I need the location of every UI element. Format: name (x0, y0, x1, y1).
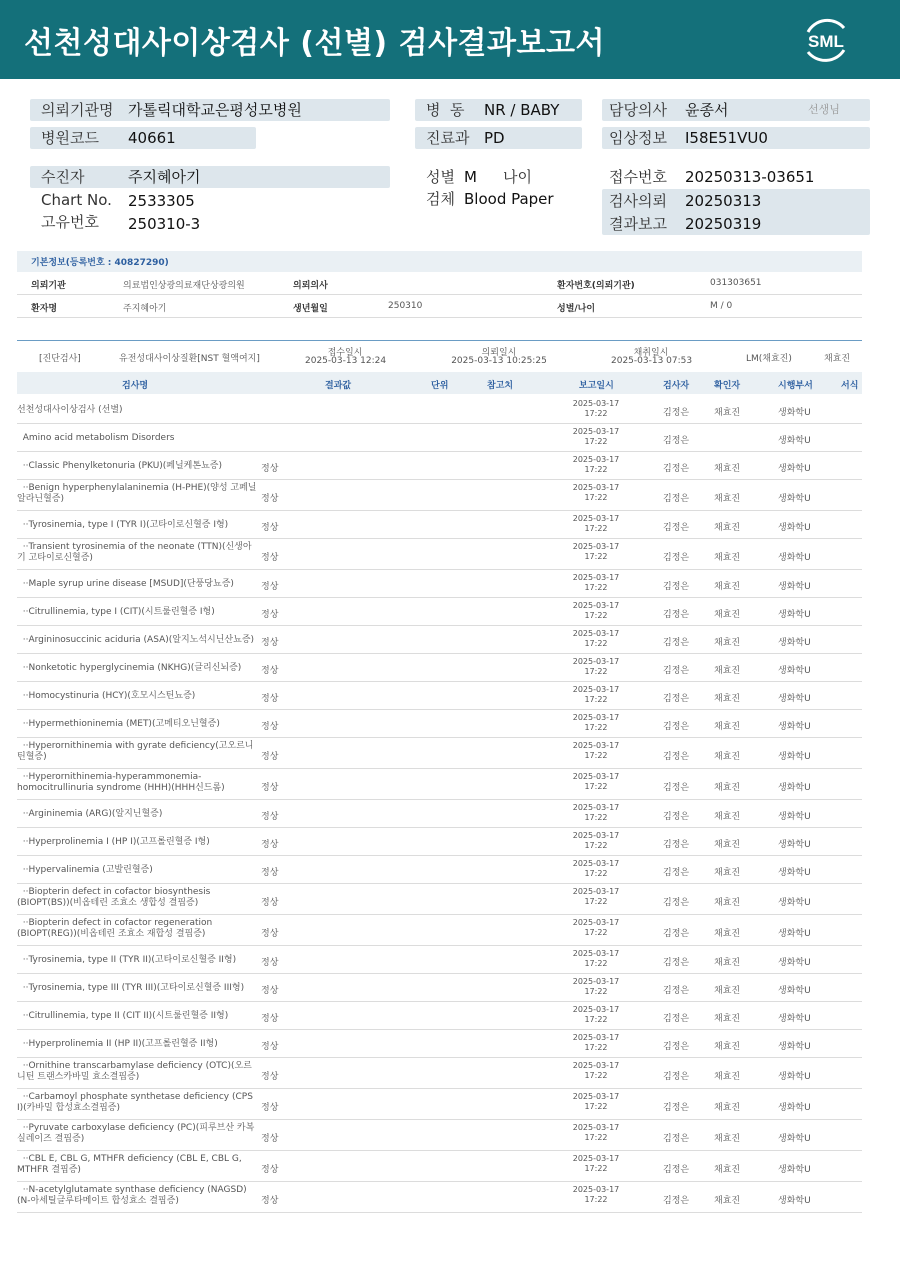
tester-name: 김정은 (663, 1165, 690, 1175)
tester-name: 김정은 (663, 812, 690, 822)
table-row (17, 480, 862, 511)
report-date: 2025-03-17 (572, 949, 620, 958)
report-time: 17:22 (584, 1133, 608, 1142)
test-result: 정상 (261, 464, 279, 474)
tester-name: 김정은 (663, 898, 690, 908)
report-date: 2025-03-17 (572, 713, 620, 722)
report-date: 2025-03-17 (572, 685, 620, 694)
confirmer-name: 채효진 (714, 1165, 741, 1175)
report-time: 17:22 (584, 409, 608, 418)
test-result: 정상 (261, 1103, 279, 1113)
department: 생화학U (778, 638, 811, 648)
dept-label: 진료과 (426, 129, 470, 147)
basic-info-row-2 (17, 295, 862, 318)
report-time: 17:22 (584, 639, 608, 648)
test-result: 정상 (261, 958, 279, 968)
results-table-body (17, 396, 862, 1213)
test-result: 정상 (261, 582, 279, 592)
report-date: 2025-03-17 (572, 483, 620, 492)
unique-no-value: 250310-3 (128, 215, 201, 233)
department: 생화학U (778, 929, 811, 939)
tester-name: 김정은 (663, 523, 690, 533)
test-name: ··Hyperornithinemia-hyperammonemia-homocitrullinuria syndrome (HHH)(HHH신드롬) (17, 772, 225, 793)
request-label: 검사의뢰 (609, 192, 667, 210)
table-row (17, 884, 862, 915)
tester-name: 김정은 (663, 722, 690, 732)
report-date: 2025-03-17 (572, 399, 620, 408)
test-result: 정상 (261, 1072, 279, 1082)
table-row (17, 856, 862, 884)
report-date: 2025-03-17 (572, 803, 620, 812)
specimen-value: Blood Paper (464, 190, 554, 208)
table-row (17, 1151, 862, 1182)
tester-name: 김정은 (663, 408, 690, 418)
report-time: 17:22 (584, 959, 608, 968)
requested-value: 2025-03-13 10:25:25 (451, 356, 547, 366)
sex-value: M (464, 168, 477, 186)
col-place: 시행부서 (778, 381, 813, 391)
table-row (17, 424, 862, 452)
report-date: 2025-03-17 (572, 741, 620, 750)
test-name: ··Citrullinemia, type I (CIT)(시트룰린혈증 I형) (17, 607, 215, 617)
table-row (17, 1002, 862, 1030)
report-date: 2025-03-17 (572, 514, 620, 523)
info-key: 환자명 (31, 304, 58, 314)
confirmer-name: 채효진 (714, 783, 741, 793)
department: 생화학U (778, 868, 811, 878)
report-time: 17:22 (584, 723, 608, 732)
department: 생화학U (778, 1072, 811, 1082)
test-name: ··Argininemia (ARG)(알지닌혈증) (17, 809, 163, 819)
confirmer-name: 채효진 (714, 523, 741, 533)
report-time: 17:22 (584, 1164, 608, 1173)
department: 생화학U (778, 1014, 811, 1024)
info-key: 성별/나이 (557, 304, 596, 314)
tester-name: 김정은 (663, 1042, 690, 1052)
confirmer-name: 채효진 (714, 752, 741, 762)
tester-name: 김정은 (663, 638, 690, 648)
tester-name: 김정은 (663, 553, 690, 563)
test-name: ··Pyruvate carboxylase deficiency (PC)(피루브산 카복실레이즈 결핍증) (17, 1123, 255, 1144)
department: 생화학U (778, 582, 811, 592)
hospital-code-label: 병원코드 (41, 129, 99, 147)
test-result: 정상 (261, 638, 279, 648)
test-result: 정상 (261, 666, 279, 676)
table-row (17, 1058, 862, 1089)
confirmer-name: 채효진 (714, 1014, 741, 1024)
info-value: 주지혜아기 (123, 304, 167, 314)
doctor-label: 담당의사 (609, 101, 667, 119)
report-date: 2025-03-17 (572, 1061, 620, 1070)
tester-name: 김정은 (663, 958, 690, 968)
department: 생화학U (778, 408, 811, 418)
report-date: 2025-03-17 (572, 657, 620, 666)
confirmer-name: 채효진 (714, 638, 741, 648)
basic-info-title-text: 기본정보(등록번호 : 40827290) (31, 258, 169, 268)
table-row (17, 710, 862, 738)
confirmer-name: 채효진 (714, 408, 741, 418)
test-name: ··Tyrosinemia, type II (TYR II)(고타이로신혈증 II형) (17, 955, 237, 965)
test-result: 정상 (261, 722, 279, 732)
confirmer-name: 채효진 (714, 812, 741, 822)
test-name: ··Benign hyperphenylalaninemia (H-PHE)(양성 고페닐알라닌혈증) (17, 483, 257, 504)
info-value: M / 0 (710, 301, 733, 311)
table-row (17, 828, 862, 856)
test-name: ··CBL E, CBL G, MTHFR deficiency (CBL E, CBL G, MTHFR 결핍증) (17, 1154, 245, 1175)
report-date: 2025-03-17 (572, 1033, 620, 1042)
col-unit: 단위 (431, 381, 449, 391)
sml-logo (798, 12, 854, 68)
test-name: ··Hyperprolinemia II (HP II)(고프롤린혈증 II형) (17, 1039, 218, 1049)
report-date: 2025-03-17 (572, 859, 620, 868)
report-time: 17:22 (584, 897, 608, 906)
report-time: 17:22 (584, 493, 608, 502)
department: 생화학U (778, 553, 811, 563)
tester-name: 김정은 (663, 752, 690, 762)
table-row (17, 738, 862, 769)
ward-value: NR / BABY (484, 101, 560, 119)
report-date: 2025-03-17 (572, 427, 620, 436)
age-label: 나이 (503, 168, 532, 186)
test-result: 정상 (261, 1014, 279, 1024)
report-time: 17:22 (584, 869, 608, 878)
test-result: 정상 (261, 812, 279, 822)
tester-name: 김정은 (663, 666, 690, 676)
report-time: 17:22 (584, 1102, 608, 1111)
report-time: 17:22 (584, 1195, 608, 1204)
test-name: ··Tyrosinemia, type III (TYR III)(고타이로신혈증 III형) (17, 983, 245, 993)
test-result: 정상 (261, 694, 279, 704)
table-row (17, 570, 862, 598)
institution-value: 가톨릭대학교은평성모병원 (128, 101, 302, 119)
col-format: 서식 (841, 381, 859, 391)
received-label: 접수일시 (327, 348, 363, 358)
report-date: 2025-03-17 (572, 772, 620, 781)
test-name: ··Nonketotic hyperglycinemia (NKHG)(글리신뇌증) (17, 663, 242, 673)
test-name: ··N-acetylglutamate synthase deficiency (NAGSD)(N-아세틸글루타메이트 합성효소 결핍증) (17, 1185, 247, 1206)
test-result: 정상 (261, 783, 279, 793)
report-time: 17:22 (584, 437, 608, 446)
test-name: ··Hypermethioninemia (MET)(고메티오닌혈증) (17, 719, 220, 729)
clinical-value: I58E51VU0 (685, 129, 768, 147)
confirmer-name: 채효진 (714, 958, 741, 968)
confirmer-name: 채효진 (714, 582, 741, 592)
report-time: 17:22 (584, 667, 608, 676)
receipt-value: 20250313-03651 (685, 168, 815, 186)
department: 생화학U (778, 523, 811, 533)
test-result: 정상 (261, 610, 279, 620)
tester-name: 김정은 (663, 1014, 690, 1024)
test-category: 유전성대사이상질환[NST 혈액여지] (119, 354, 260, 364)
tester-name: 김정은 (663, 1196, 690, 1206)
report-time: 17:22 (584, 782, 608, 791)
doctor-suffix: 선생님 (808, 103, 840, 116)
test-name: ··Hypervalinemia (고발린혈증) (17, 865, 153, 875)
report-date: 2025-03-17 (572, 1005, 620, 1014)
test-meta-row (17, 340, 862, 372)
department: 생화학U (778, 812, 811, 822)
confirmer-name: 채효진 (714, 986, 741, 996)
specimen-label: 검체 (426, 190, 455, 208)
department: 생화학U (778, 1134, 811, 1144)
request-value: 20250313 (685, 192, 762, 210)
collected-label: 채취일시 (633, 348, 669, 358)
ward-label: 병 동 (426, 101, 465, 119)
department: 생화학U (778, 1196, 811, 1206)
department: 생화학U (778, 494, 811, 504)
confirmer-name: 채효진 (714, 840, 741, 850)
test-result: 정상 (261, 553, 279, 563)
tester-name: 김정은 (663, 868, 690, 878)
collected-value: 2025-03-13 07:53 (611, 356, 693, 366)
table-row (17, 452, 862, 480)
report-time: 17:22 (584, 552, 608, 561)
test-result: 정상 (261, 868, 279, 878)
report-time: 17:22 (584, 583, 608, 592)
test-name: ··Biopterin defect in cofactor biosynthesis (BIOPT(BS))(비옵테린 조효소 생합성 결핍증) (17, 887, 214, 908)
report-time: 17:22 (584, 813, 608, 822)
table-row (17, 1089, 862, 1120)
col-ref: 참고치 (487, 381, 514, 391)
test-name: ··Citrullinemia, type II (CIT II)(시트룰린혈증 II형) (17, 1011, 229, 1021)
confirmer-name: 채효진 (714, 1134, 741, 1144)
report-date: 2025-03-17 (572, 542, 620, 551)
test-result: 정상 (261, 523, 279, 533)
dept-value: PD (484, 129, 505, 147)
tester-name: 김정은 (663, 610, 690, 620)
department: 생화학U (778, 840, 811, 850)
department: 생화학U (778, 898, 811, 908)
table-row (17, 539, 862, 570)
table-row (17, 974, 862, 1002)
tester-name: 김정은 (663, 582, 690, 592)
table-row (17, 1182, 862, 1213)
report-date: 2025-03-17 (572, 1123, 620, 1132)
report-value: 20250319 (685, 215, 762, 233)
test-name: ··Transient tyrosinemia of the neonate (TTN)(신생아기 고타이로신혈증) (17, 542, 252, 563)
confirmer-name: 채효진 (714, 1103, 741, 1113)
received-value: 2025-03-13 12:24 (305, 356, 387, 366)
info-key: 의뢰의사 (293, 281, 328, 291)
doctor-value: 윤종서 (685, 101, 729, 119)
department: 생화학U (778, 666, 811, 676)
test-result: 정상 (261, 1196, 279, 1206)
tester-name: 김정은 (663, 840, 690, 850)
department: 생화학U (778, 986, 811, 996)
test-result: 정상 (261, 929, 279, 939)
clinical-label: 임상정보 (609, 129, 667, 147)
report-date: 2025-03-17 (572, 1092, 620, 1101)
department: 생화학U (778, 1103, 811, 1113)
results-table-header (17, 372, 862, 394)
report-time: 17:22 (584, 751, 608, 760)
col-result: 결과값 (325, 381, 352, 391)
test-name: ··Homocystinuria (HCY)(호모시스틴뇨증) (17, 691, 196, 701)
test-result: 정상 (261, 752, 279, 762)
report-date: 2025-03-17 (572, 918, 620, 927)
test-name: Amino acid metabolism Disorders (17, 433, 175, 443)
test-result: 정상 (261, 1042, 279, 1052)
test-result: 정상 (261, 840, 279, 850)
col-name: 검사명 (122, 381, 149, 391)
table-row (17, 946, 862, 974)
confirmer-name: 채효진 (714, 553, 741, 563)
test-name: 선천성대사이상검사 (선별) (17, 405, 123, 415)
confirmer-name: 채효진 (714, 1196, 741, 1206)
col-confirm: 확인자 (714, 381, 741, 391)
test-name: ··Tyrosinemia, type I (TYR I)(고타이로신혈증 I형) (17, 520, 229, 530)
info-value: 의료법인상광의료재단상광의원 (123, 281, 245, 291)
confirmer-name: 채효진 (714, 1072, 741, 1082)
test-result: 정상 (261, 1134, 279, 1144)
requested-label: 의뢰일시 (481, 348, 517, 358)
table-row (17, 800, 862, 828)
confirmer-name: 채효진 (714, 722, 741, 732)
report-time: 17:22 (584, 928, 608, 937)
test-result: 정상 (261, 986, 279, 996)
confirmer-name: 채효진 (714, 694, 741, 704)
department: 생화학U (778, 752, 811, 762)
test-name: ··Hyperornithinemia with gyrate deficiency(고오르니틴혈증) (17, 741, 254, 762)
department: 생화학U (778, 436, 811, 446)
final-signer: 채효진 (824, 354, 851, 364)
tester-name: 김정은 (663, 1103, 690, 1113)
report-time: 17:22 (584, 1015, 608, 1024)
report-time: 17:22 (584, 465, 608, 474)
report-date: 2025-03-17 (572, 1185, 620, 1194)
report-time: 17:22 (584, 1043, 608, 1052)
test-name: ··Carbamoyl phosphate synthetase deficiency (CPS I)(카바밀 합성효소결핍증) (17, 1092, 256, 1113)
basic-info-title (17, 251, 862, 272)
report-date: 2025-03-17 (572, 831, 620, 840)
report-label: 결과보고 (609, 215, 667, 233)
table-row (17, 915, 862, 946)
table-row (17, 1120, 862, 1151)
report-date: 2025-03-17 (572, 887, 620, 896)
report-time: 17:22 (584, 695, 608, 704)
chart-no-value: 2533305 (128, 192, 195, 210)
tester-name: 김정은 (663, 694, 690, 704)
patient-name-value: 주지혜아기 (128, 168, 201, 186)
department: 생화학U (778, 722, 811, 732)
test-result: 정상 (261, 898, 279, 908)
report-date: 2025-03-17 (572, 455, 620, 464)
report-date: 2025-03-17 (572, 629, 620, 638)
logo-text: SML (808, 32, 844, 51)
confirmer-name: 채효진 (714, 666, 741, 676)
report-date: 2025-03-17 (572, 601, 620, 610)
chart-no-label: Chart No. (41, 191, 112, 209)
tester-name: 김정은 (663, 929, 690, 939)
confirmer-name: 채효진 (714, 464, 741, 474)
institution-label: 의뢰기관명 (41, 101, 114, 119)
table-row (17, 682, 862, 710)
confirmer-name: 채효진 (714, 610, 741, 620)
report-date: 2025-03-17 (572, 1154, 620, 1163)
test-name: ··Ornithine transcarbamylase deficiency (OTC)(오르니틴 트랜스카바밀 효소결핍증) (17, 1061, 252, 1082)
confirmer-name: 채효진 (714, 868, 741, 878)
info-key: 생년월일 (293, 304, 328, 314)
table-row (17, 626, 862, 654)
report-time: 17:22 (584, 841, 608, 850)
tester-name: 김정은 (663, 436, 690, 446)
table-row (17, 396, 862, 424)
unique-no-label: 고유번호 (41, 213, 99, 231)
report-title: 선천성대사이상검사 (선별) 검사결과보고서 (24, 26, 605, 61)
tester-name: 김정은 (663, 986, 690, 996)
table-row (17, 598, 862, 626)
test-name: ··Biopterin defect in cofactor regeneration (BIOPT(REG))(비옵테린 조효소 재합성 결핍증) (17, 918, 216, 939)
basic-info-row-1 (17, 272, 862, 295)
table-row (17, 769, 862, 800)
receipt-label: 접수번호 (609, 168, 667, 186)
info-key: 의뢰기관 (31, 281, 66, 291)
test-name: ··Argininosuccinic aciduria (ASA)(알지노석시닌산뇨증) (17, 635, 255, 645)
department: 생화학U (778, 783, 811, 793)
tester-name: 김정은 (663, 783, 690, 793)
report-time: 17:22 (584, 1071, 608, 1080)
hospital-code-value: 40661 (128, 129, 176, 147)
lm-signer: LM(채효진) (746, 354, 792, 364)
patient-name-label: 수진자 (41, 168, 85, 186)
info-value: 250310 (388, 301, 423, 311)
confirmer-name: 채효진 (714, 898, 741, 908)
department: 생화학U (778, 464, 811, 474)
test-name: ··Hyperprolinemia I (HP I)(고프롤린혈증 I형) (17, 837, 210, 847)
department: 생화학U (778, 1042, 811, 1052)
test-name: ··Maple syrup urine disease [MSUD](단풍당뇨증) (17, 579, 234, 589)
test-result: 정상 (261, 1165, 279, 1175)
table-row (17, 1030, 862, 1058)
department: 생화학U (778, 610, 811, 620)
confirmer-name: 채효진 (714, 494, 741, 504)
report-time: 17:22 (584, 987, 608, 996)
department: 생화학U (778, 958, 811, 968)
sex-label: 성별 (426, 168, 455, 186)
col-tester: 검사자 (663, 381, 690, 391)
info-value: 031303651 (710, 278, 762, 288)
tester-name: 김정은 (663, 464, 690, 474)
confirmer-name: 채효진 (714, 929, 741, 939)
tester-name: 김정은 (663, 494, 690, 504)
report-banner (0, 0, 900, 79)
report-time: 17:22 (584, 524, 608, 533)
test-type: [진단검사] (39, 354, 81, 364)
tester-name: 김정은 (663, 1072, 690, 1082)
report-date: 2025-03-17 (572, 977, 620, 986)
report-time: 17:22 (584, 611, 608, 620)
table-row (17, 654, 862, 682)
test-result: 정상 (261, 494, 279, 504)
report-date: 2025-03-17 (572, 573, 620, 582)
department: 생화학U (778, 694, 811, 704)
department: 생화학U (778, 1165, 811, 1175)
tester-name: 김정은 (663, 1134, 690, 1144)
test-name: ··Classic Phenylketonuria (PKU)(페닐케톤뇨증) (17, 461, 222, 471)
info-key: 환자번호(의뢰기관) (557, 281, 635, 291)
col-date: 보고일시 (579, 381, 614, 391)
table-row (17, 511, 862, 539)
confirmer-name: 채효진 (714, 1042, 741, 1052)
